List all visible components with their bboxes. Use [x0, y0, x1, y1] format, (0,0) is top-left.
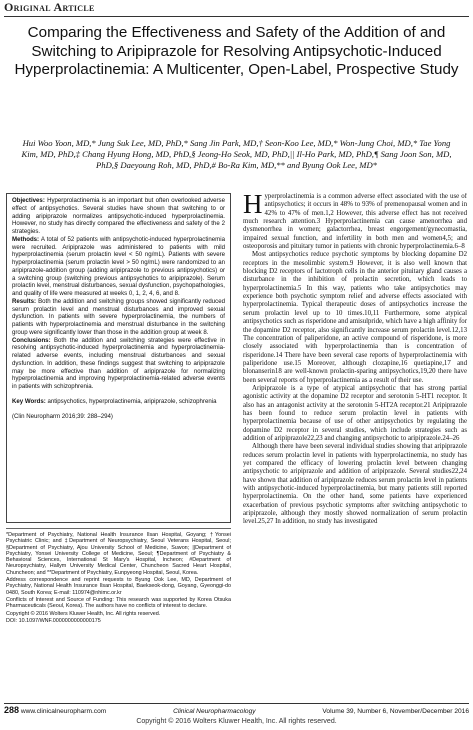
objectives-label: Objectives:	[12, 197, 45, 204]
body-text	[243, 193, 467, 703]
drop-cap: H	[243, 193, 263, 219]
article-title: Comparing the Effectiveness and Safety of the Addition of and Switching to Aripiprazole for Resolving Antipsychotic-Induced Hyperprolactinemia: A Multicenter, Open-Label, Prospective Study	[14, 24, 459, 78]
abstract-citation: (Clin Neuropharm 2016;39: 288–294)	[12, 412, 113, 420]
conclusions-label: Conclusions:	[12, 336, 51, 344]
body-paragraph-1-text: yperprolactinemia is a common adverse effect associated with the use of antipsychotics; it occurs in 48% to 93% of premenopausal women and in 42% to 47% of men.1,2 However, this adverse effect has not received much research attention.3 Hyperprolactinemia can cause amenorrhea and dysmenorrhea in women; galactorrhea, breast engorgement/gynecomastia, impaired sexual function, and infertility in both men and women4,5; and osteoporosis and pituitary tumor in patients with chronic hyperprolactinemia.6–8	[243, 193, 467, 251]
copyright-notice: Copyright © 2016 Wolters Kluwer Health, Inc. All rights reserved.	[136, 718, 337, 725]
abstract-objectives	[12, 197, 225, 236]
abstract-results	[12, 298, 225, 337]
page-number: 288	[4, 705, 20, 715]
affiliations	[6, 528, 231, 625]
body-paragraph	[243, 193, 467, 251]
results-text: Both the addition and switching groups showed significantly reduced serum prolactin level and menstrual disturbances and improved sexual dysfunction. In patients with severe hyperprolactinemia, the numbers of patients with hyperprolactinemia and menstrual disturbance in the switching group were significantly lower than those in the addition group at week 8.	[12, 297, 225, 336]
affiliation-copyright: Copyright © 2016 Wolters Kluwer Health, Inc. All rights reserved.	[6, 610, 161, 617]
correspondence: Address correspondence and reprint requests to Byung Ook Lee, MD, Department of Psychiatry, National Health Insurance Ilsan Hospital, Baekseok-dong, Goyang, Gyeonggi-do 0480, South Korea; E-mail: 110974@nhimc.or.kr	[6, 577, 231, 596]
abstract-keywords	[12, 398, 225, 406]
conclusions-text: Both the addition and switching strategies were effective in resolving antipsychotic-induced hyperprolactinemia and hyperprolactinemia-related adverse events, including menstrual disturbances and sexual dysfunction. In addition, these findings suggest that switching to aripiprazole may be more effective than addition of aripiprazole for normalizing hyperprolactinemia and improving hyperprolactinemia-related adverse events in patients with schizophrenia.	[12, 336, 225, 390]
body-paragraph: Aripiprazole is a type of atypical antipsychotic that has strong partial agonistic activity at the dopamine D2 receptor and serotonin 5-HT1 receptor. It also has an antagonist activity at the serotonin 5-HT2A receptor.21 Aripiprazole has been found to reduce serum prolactin level in patients with hyperprolactinemia because of use of other antipsychotics by regulating the dopamine D2 receptor in several studies, which include strategies such as addition of aripiprazole22,23 and changing antipsychotic to aripiprazole.24–26	[243, 384, 467, 442]
abstract-conclusions	[12, 337, 225, 391]
body-paragraph: Most antipsychotics reduce psychotic symptoms by blocking dopamine D2 receptors in the mesolimbic system.9 However, it is also well known that blocking D2 receptors of lactotroph cells in the anterior pituitary gland causes a disturbance in the inhibition of prolactin secretion, which leads to hyperprolactinemia.5 In this way, patients who take antipsychotics may experience both psychotic symptom relief and adverse effects associated with hyperprolactinemia. Typical therapeutic doses of antipsychotics increase the serum prolactin level up to 10 times.10,11 Furthermore, some atypical antipsychotics such as risperidone and amisulpride, which have a high affinity for the dopamine D2 receptor, also significantly increase serum prolactin level.12,13 The concentration of paliperidone, an active compound of risperidone, is more closely associated with hyperprolactinemia than is concentration of risperidone.14 There have been several case reports of hyperprolactinemia with paliperidone use.15 Moreover, although clozapine,16 quetiapine,17 and blonanserin18 are well-known prolactin-sparing antipsychotics,19,20 there have been several reports of hyperprolactinemia as a result of their use.	[243, 251, 467, 384]
conflicts-of-interest: Conflicts of Interest and Source of Funding: This research was supported by Korea Otsuka Pharmaceuticals (Seoul, Korea). The authors have no conflicts of interest to declare.	[6, 596, 231, 610]
doi: DOI: 10.1097/WNF.0000000000000175	[6, 617, 101, 624]
abstract-methods	[12, 236, 225, 298]
results-label: Results:	[12, 297, 37, 305]
footer-divider	[4, 703, 469, 704]
keywords-label: Key Words:	[12, 397, 46, 405]
section-label: Original Article	[4, 0, 95, 14]
header-divider	[4, 16, 469, 17]
affiliation-list: *Department of Psychiatry, National Health Insurance Ilsan Hospital, Goyang; †Yonsei Psychiatric Clinic; and ‡Department of Neuropsychiatry, Seoul Veterans Hospital, Seoul; §Department of Psychiatry, Ajou University School of Medicine, Suwon; ||Department of Psychiatry, Yonsei University College of Medicine, Seoul; ¶Department of Psychiatry & Behavioral Sciences, International St Mary's Hospital, Incheon; #Department of Neuropsychiatry, Hallym University Medical Center, Chuncheon Sacred Heart Hospital, Chuncheon; and **Department of Psychiatry, Eunpyeong Hospital, Seoul, Korea.	[6, 532, 231, 576]
journal-website[interactable]: www.clinicalneuropharm.com	[20, 708, 107, 715]
abstract-box	[6, 193, 231, 523]
keywords-text: antipsychotics, hyperprolactinemia, aripiprazole, schizophrenia	[47, 397, 217, 405]
methods-label: Methods:	[12, 235, 40, 243]
journal-name: Clinical Neuropharmacology	[173, 708, 256, 715]
volume-info: Volume 39, Number 6, November/December 2016	[322, 708, 469, 715]
body-paragraph: Although there have been several individual studies showing that aripiprazole reduces serum prolactin level in patients with hyperprolactinemia, no study has yet compared the efficacy of lowering prolactin level between changing antipsychotic to aripiprazole and addition of aripiprazole. Several studies22,24 have shown that addition of aripiprazole reduces serum prolactin level in patients with antipsychotic-induced hyperprolactinemia, but many patients still reported hyperprolactinemia. On the other hand, some patients have experienced exacerbation of previous psychotic symptoms after switching antipsychotic to aripiprazole, although they mostly showed normalization of serum prolactin level.25,27 In addition, no study has investigated	[243, 443, 467, 526]
objectives-text: Hyperprolactinemia is an important but often overlooked adverse effect of antipsychotics. Several studies have shown that switching to or adding aripiprazole normalizes antipsychotic-induced hyperprolactinemia. However, no study has directly compared the effectiveness and safety of the 2 strategies.	[12, 197, 225, 235]
methods-text: A total of 52 patients with antipsychotic-induced hyperprolactinemia were recruited. Aripiprazole was administered to patients with mild hyperprolactinemia (serum prolactin level < 50 ng/mL). Patients with severe hyperprolactinemia (serum prolactin level > 50 ng/mL) were randomized to an aripiprazole-addition group (adding aripiprazole to previous antipsychotics) or a switching group (switching previous antipsychotics to aripiprazole). Serum prolactin level, menstrual disturbances, sexual dysfunction, psychopathologies, and quality of life were measured at weeks 0, 1, 2, 4, 6, and 8.	[12, 235, 225, 297]
author-list: Hui Woo Yoon, MD,* Jung Suk Lee, MD, PhD,* Sang Jin Park, MD,† Seon-Koo Lee, MD,* Won-Jung Choi, MD,* Tae Yong Kim, MD, PhD,‡ Chang Hyung Hong, MD, PhD,§ Jeong-Ho Seok, MD, PhD,|| Il-Ho Park, MD, PhD,¶ Sang Joon Son, MD, PhD,§ Daeyoung Roh, MD, PhD,# Bo-Ra Kim, MD,** and Byung Ook Lee, MD*	[21, 138, 452, 170]
page-footer	[4, 705, 469, 715]
